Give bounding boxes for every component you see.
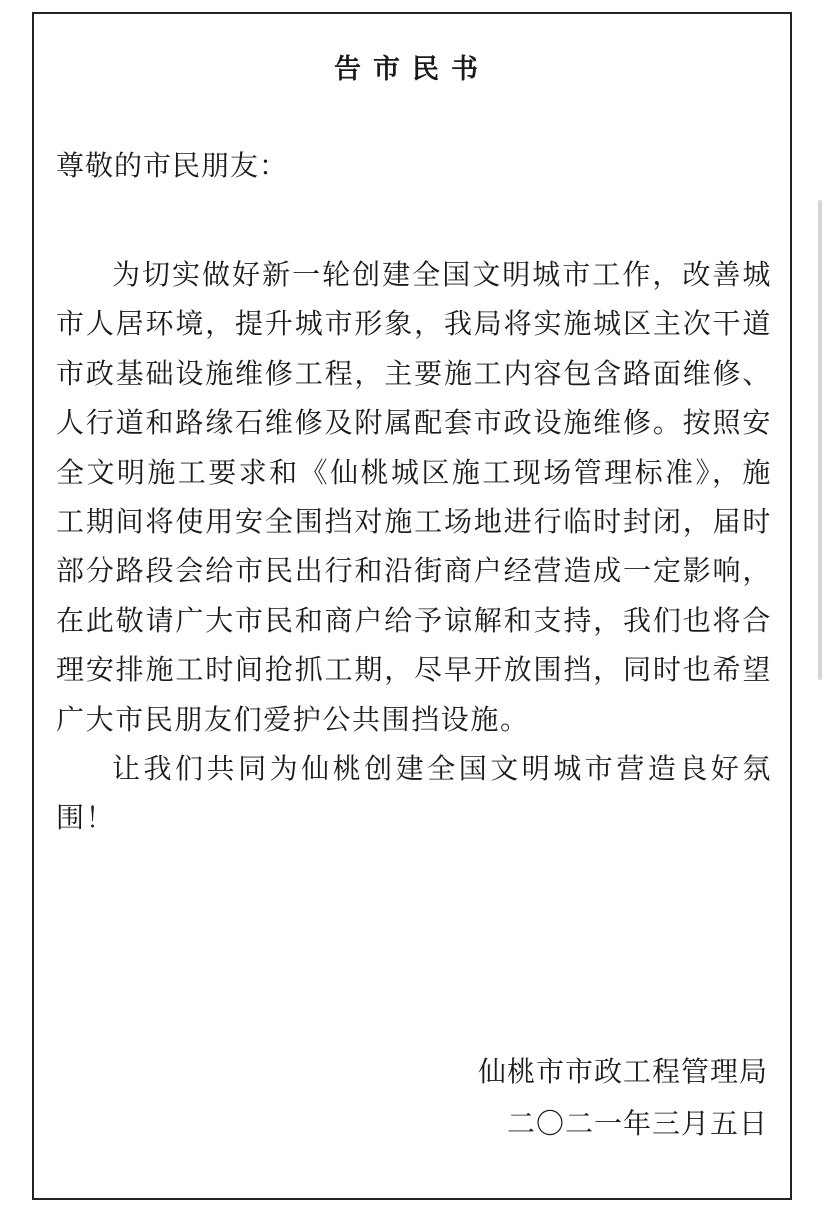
issuer-name: 仙桃市市政工程管理局: [477, 1055, 768, 1088]
notice-frame: [32, 12, 792, 1200]
issue-date: 二〇二一年三月五日: [506, 1107, 768, 1140]
body-paragraph-2: 让我们共同为仙桃创建全国文明城市营造良好氛围！: [56, 752, 772, 835]
signature-block: [478, 1046, 768, 1150]
notice-title: 告市民书: [334, 54, 490, 85]
scrollbar[interactable]: [818, 200, 822, 680]
notice-body: [56, 250, 772, 843]
salutation: 尊敬的市民朋友：: [56, 149, 289, 182]
body-paragraph-1: 为切实做好新一轮创建全国文明城市工作，改善城市人居环境，提升城市形象，我局将实施城区主次干道市政基础设施维修工程，主要施工内容包含路面维修、人行道和路缘石维修及附属配套市政设施维修。按照安全文明施工要求和《仙桃城区施工现场管理标准》，施工期间将使用安全围挡对施工场地进行临时封闭，届时部分路段会给市民出行和沿街商户经营造成一定影响，在此敬请广大市民和商户给予谅解和支持，我们也将合理安排施工时间抢抓工期，尽早开放围挡，同时也希望广大市民朋友们爱护公共围挡设施。: [56, 258, 772, 736]
